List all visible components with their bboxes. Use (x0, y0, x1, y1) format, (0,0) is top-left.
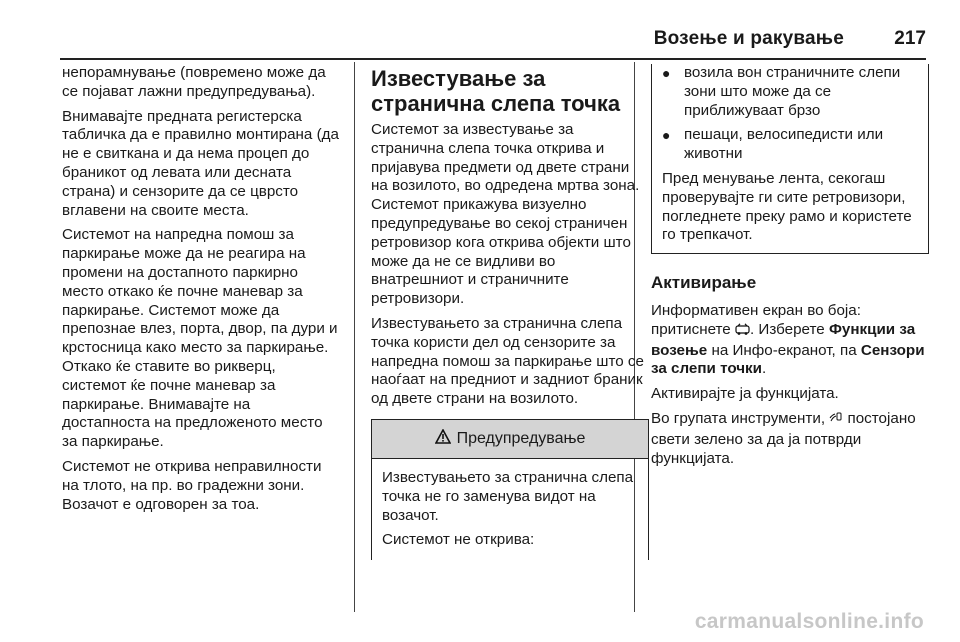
text: . (761, 360, 767, 378)
warning-text: Системот не открива: (382, 531, 535, 549)
list-item-text: возила вон страничните слепи зони што може да се приближуваат брзо (684, 64, 901, 119)
page-header (60, 22, 926, 60)
paragraph (651, 302, 929, 379)
paragraph: Внимавајте предната регистерска табличка да е правилно монтирана (да не е свиткана и да нема процеп до браникот од левата или десната страна) и сензорите да се цврсто вглавени на своите места. (62, 107, 339, 219)
warning-text: Известувањето за странична слепа точка не го заменува видот на возачот. (382, 468, 634, 524)
warning-header (372, 420, 648, 459)
text: Во групата инструменти, (651, 409, 830, 427)
page-number: 217 (894, 28, 926, 49)
text: . Изберете (749, 320, 829, 338)
paragraph: Системот на напредна помош за паркирање може да не реагира на промени на достапното паркирно место откако ќе почне маневар за паркирање. Системот може да препознае влез, порта, двор, па дури и крстосница како место за паркирање. Откако ќе ставите во рикверц, системот ќе почне маневар за паркирање. Внимавајте на достапноста на предложеното место за паркирање. (62, 226, 338, 451)
column-divider-1 (354, 62, 355, 612)
warning-triangle-icon (435, 429, 451, 450)
text: на Инфо-екранот, па (707, 341, 861, 359)
column-2 (371, 66, 649, 560)
car-menu-icon (735, 323, 750, 342)
paragraph: Активирајте ја функцијата. (651, 385, 839, 403)
bullet-icon: ● (662, 65, 671, 81)
paragraph (651, 410, 929, 468)
section-heading: Известување за странична слепа точка (371, 66, 621, 116)
text: постојано свети зелено за да ја потврди функцијата. (651, 409, 916, 467)
warning-title: Предупредување (456, 429, 586, 447)
watermark: carmanualsonline.info (694, 610, 924, 633)
paragraph: Системот не открива неправилности на тлото, на пр. во градежни зони. Возачот е одговорен за тоа. (62, 457, 322, 513)
bold-text: Функции за возење (651, 320, 916, 359)
paragraph: непорамнување (повремено може да се појават лажни предупредувања). (62, 64, 326, 100)
warning-body (372, 459, 648, 550)
column-3 (651, 64, 929, 474)
list-item (662, 126, 918, 164)
text: Информативен екран во боја: притиснете (651, 301, 861, 338)
bold-text: Сензори за слепи точки (651, 341, 925, 378)
paragraph: Системот за известување за странична слепа точка открива и пријавува предмети од двете страни на возилото, во одредена мртва зона. Системот прикажува визуелно предупредување во секој страничен ретровизор кога открива објекти што може да не се видливи во внатрешниот и страничните ретровизори. (371, 121, 640, 308)
blind-spot-icon (829, 411, 843, 431)
bullet-icon: ● (662, 127, 671, 144)
subheading: Активирање (651, 273, 757, 293)
header-title: Возење и ракување (653, 28, 844, 49)
header-rule (60, 58, 926, 60)
box-note: Пред менување лента, секогаш проверувајте ги сите ретровизори, погледнете преку рамо и користете го трепкачот. (662, 169, 912, 244)
list-item (662, 64, 918, 120)
column-1 (62, 64, 340, 520)
paragraph: Известувањето за странична слепа точка користи дел од сензорите за напредна помош за паркирање што се наоѓаат на предниот и задниот браник од двете страни на возилото. (371, 314, 644, 408)
warning-box-continued (651, 64, 929, 254)
warning-box (371, 419, 649, 560)
list-item-text: пешаци, велосипедисти или животни (684, 126, 884, 163)
